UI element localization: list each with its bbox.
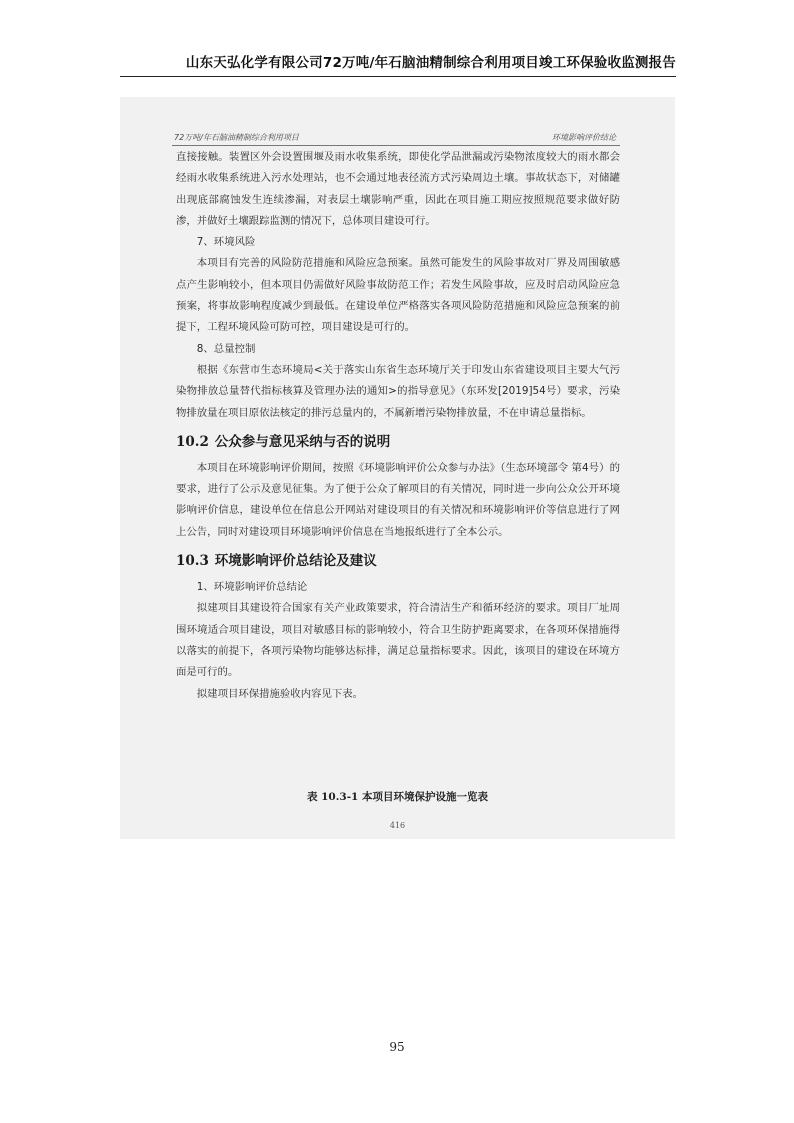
section-number: 10.3 xyxy=(176,553,209,570)
heading-environmental-risk: 7、环境风险 xyxy=(196,236,256,249)
paragraph-total-control: 根据《东营市生态环境局<关于落实山东省生态环境厅关于印发山东省建设项目主要大气污染物排放总量替代指标核算及管理办法的通知>的指导意见》（东环发[2019]54号）要求，污染物排放量在项目原依法核定的排污总量内的，不属新增污染物排放量，不在申请总量指标。 xyxy=(176,363,620,419)
inner-page-number: 416 xyxy=(389,821,406,830)
scan-running-header xyxy=(172,131,620,146)
report-header xyxy=(120,52,676,77)
paragraph-see-table: 拟建项目环保措施验收内容见下表。 xyxy=(196,687,364,700)
heading-overall-conclusion: 1、环境影响评价总结论 xyxy=(196,581,308,594)
scan-header-left: 72万吨/年石脑油精制综合利用项目 xyxy=(174,133,299,142)
section-title: 公众参与意见采纳与否的说明 xyxy=(214,433,391,450)
paragraph-overall-conclusion: 拟建项目其建设符合国家有关产业政策要求，符合清洁生产和循环经济的要求。项目厂址周围环境适合项目建设，项目对敏感目标的影响较小，符合卫生防护距离要求，在各项环保措施得以落实的前提下，各项污染物均能够达标排，满足总量指标要求。因此，该项目的建设在环境方面是可行的。 xyxy=(176,602,620,679)
section-heading-10-3 xyxy=(176,549,620,573)
paragraph-environmental-risk: 本项目有完善的风险防范措施和风险应急预案。虽然可能发生的风险事故对厂界及周围敏感点产生影响较小，但本项目仍需做好风险事故防范工作；若发生风险事故，应及时启动风险应急预案，将事故影响程度减少到最低。在建设单位严格落实各项风险防范措施和风险应急预案的前提下，工程环境风险可防可控，项目建设是可行的。 xyxy=(176,257,620,334)
paragraph-public-participation: 本项目在环境影响评价期间，按照《环境影响评价公众参与办法》（生态环境部令 第4号）的要求，进行了公示及意见征集。为了便于公众了解项目的有关情况，同时进一步向公众公开环境影响评价信息，建设单位在信息公开网站对建设项目的有关情况和环境影响评价等信息进行了网上公告，同时对建设项目环境影响评价信息在当地报纸进行了全本公示。 xyxy=(176,461,620,538)
scan-header-right: 环境影响评价结论 xyxy=(552,133,616,142)
scan-body xyxy=(176,147,620,705)
table-caption: 表 10.3-1 本项目环境保护设施一览表 xyxy=(306,791,489,803)
section-number: 10.2 xyxy=(176,433,209,450)
heading-total-control: 8、总量控制 xyxy=(196,342,256,355)
section-title: 环境影响评价总结论及建议 xyxy=(214,553,377,570)
scanned-page-image xyxy=(120,97,675,839)
report-header-title: 山东天弘化学有限公司72万吨/年石脑油精制综合利用项目竣工环保验收监测报告 xyxy=(185,55,676,71)
paragraph-soil-conclusion: 直接接触。装置区外会设置围堰及雨水收集系统，即使化学品泄漏或污染物浓度较大的雨水都会经雨水收集系统进入污水处理站，也不会通过地表径流方式污染周边土壤。事故状态下，对储罐出现底部腐蚀发生连续渗漏，对表层土壤影响严重，因此在项目施工期应按照规范要求做好防渗，并做好土壤跟踪监测的情况下，总体项目建设可行。 xyxy=(176,151,620,227)
section-heading-10-2 xyxy=(176,430,620,454)
page-number: 95 xyxy=(389,1040,405,1054)
